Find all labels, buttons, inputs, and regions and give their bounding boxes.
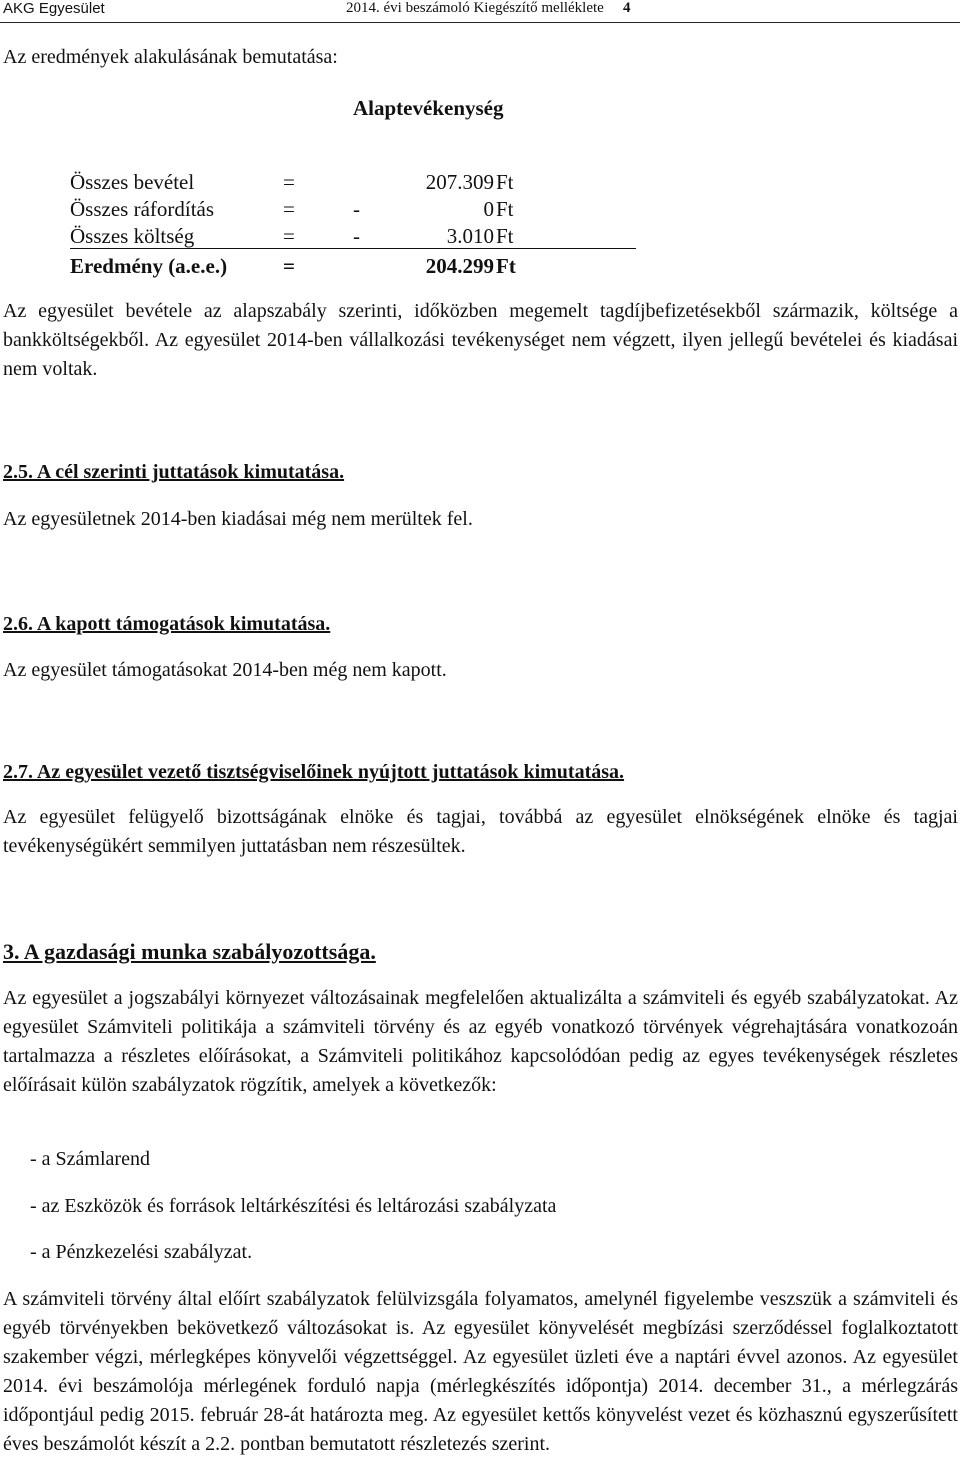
minus-sign: -: [353, 197, 360, 221]
financial-row-revenue: [70, 170, 640, 196]
list-item: - a Számlarend: [30, 1148, 150, 1170]
section-2-7-text: Az egyesület felügyelő bizottságának elnöke és tagjai, továbbá az egyesület elnökségének elnöke és tagjai tevékenységükért semmilyen juttatásban nem részesültek.: [3, 806, 958, 857]
minus-sign: -: [353, 224, 360, 248]
section-3-paragraph-2: A számviteli törvény által előírt szabályzatok felülvizsgála folyamatos, amelynél figyelembe veszszük a számviteli és egyéb törvényekben bekövetkező változásokat is. Az egyesület könyvelését megbízási szerződéssel foglalkoztatott szakember végzi, mérlegképes könyvelői végzettséggel. Az egyesület üzleti éve a naptári évvel azonos. Az egyesület 2014. évi beszámolója mérlegének forduló napja (mérlegkészítés időpontja) 2014. december 31., a mérlegzárás időpontjául pedig 2015. február 28-át határozta meg. Az egyesület kettős könyvelést vezet és közhasznú egyszerűsített éves beszámolót készít a 2.2. pontban bemutatott részletezés szerint.: [3, 1288, 958, 1455]
section-2-5-heading: 2.5. A cél szerinti juttatások kimutatása.: [3, 461, 345, 483]
equals-sign: =: [283, 197, 295, 221]
section-2-7-heading: 2.7. Az egyesület vezető tisztségviselőinek nyújtott juttatások kimutatása.: [3, 761, 625, 783]
section-3-heading: 3. A gazdasági munka szabályozottsága.: [3, 939, 376, 964]
section-2-6-text: Az egyesület támogatásokat 2014-ben még nem kapott.: [3, 659, 447, 681]
financial-amount: 207.309: [425, 170, 494, 194]
financial-amount: 3.010: [446, 224, 494, 248]
section-label: Alaptevékenység: [353, 96, 504, 120]
financial-row-cost: [70, 224, 640, 250]
header-rule: [0, 22, 960, 23]
financial-label: Összes bevétel: [70, 170, 195, 194]
list-item: - a Pénzkezelési szabályzat.: [30, 1241, 253, 1263]
financial-row-result: [70, 254, 640, 280]
financial-label: Összes ráfordítás: [70, 197, 215, 221]
list-item: - az Eszközök és források leltárkészítési és leltározási szabályzata: [30, 1195, 557, 1217]
page-header: [0, 0, 960, 20]
results-title: Az eredmények alakulásának bemutatása:: [3, 46, 338, 68]
equals-sign: =: [283, 254, 295, 278]
header-page-number: 4: [623, 0, 631, 16]
income-paragraph: Az egyesület bevétele az alapszabály szerinti, időközben megemelt tagdíjbefizetésekből származik, költsége a bankköltségekből. Az egyesület 2014-ben vállalkozási tevékenységet nem végzett, ilyen jellegű bevételei és kiadásai nem voltak.: [3, 300, 958, 380]
financial-amount: 0: [483, 197, 494, 221]
currency: Ft: [496, 224, 514, 248]
currency: Ft: [496, 197, 514, 221]
financial-label: Összes költség: [70, 224, 195, 248]
currency: Ft: [496, 254, 516, 278]
header-report-title: 2014. évi beszámoló Kiegészítő melléklete: [346, 0, 604, 16]
equals-sign: =: [283, 224, 295, 248]
financial-row-expenditure: [70, 197, 640, 223]
equals-sign: =: [283, 170, 295, 194]
section-2-5-text: Az egyesületnek 2014-ben kiadásai még nem merültek fel.: [3, 508, 473, 530]
sum-rule: [70, 248, 636, 249]
financial-amount: 204.299: [425, 254, 494, 278]
section-2-6-heading: 2.6. A kapott támogatások kimutatása.: [3, 613, 331, 635]
financial-label: Eredmény (a.e.e.): [70, 254, 228, 278]
section-3-paragraph-1: Az egyesület a jogszabályi környezet változásainak megfelelően aktualizálta a számviteli és egyéb szabályzatokat. Az egyesület Számviteli politikája a számviteli törvény és az egyéb vonatkozó törvények végrehajtására vonatkozoán tartalmazza a részletes előírásokat, a Számviteli politikához kapcsolódóan pedig az egyes tevékenységek részletes előírásait külön szabályzatok rögzítik, amelyek a következők:: [3, 987, 958, 1096]
header-org: AKG Egyesület: [3, 0, 105, 17]
currency: Ft: [496, 170, 514, 194]
